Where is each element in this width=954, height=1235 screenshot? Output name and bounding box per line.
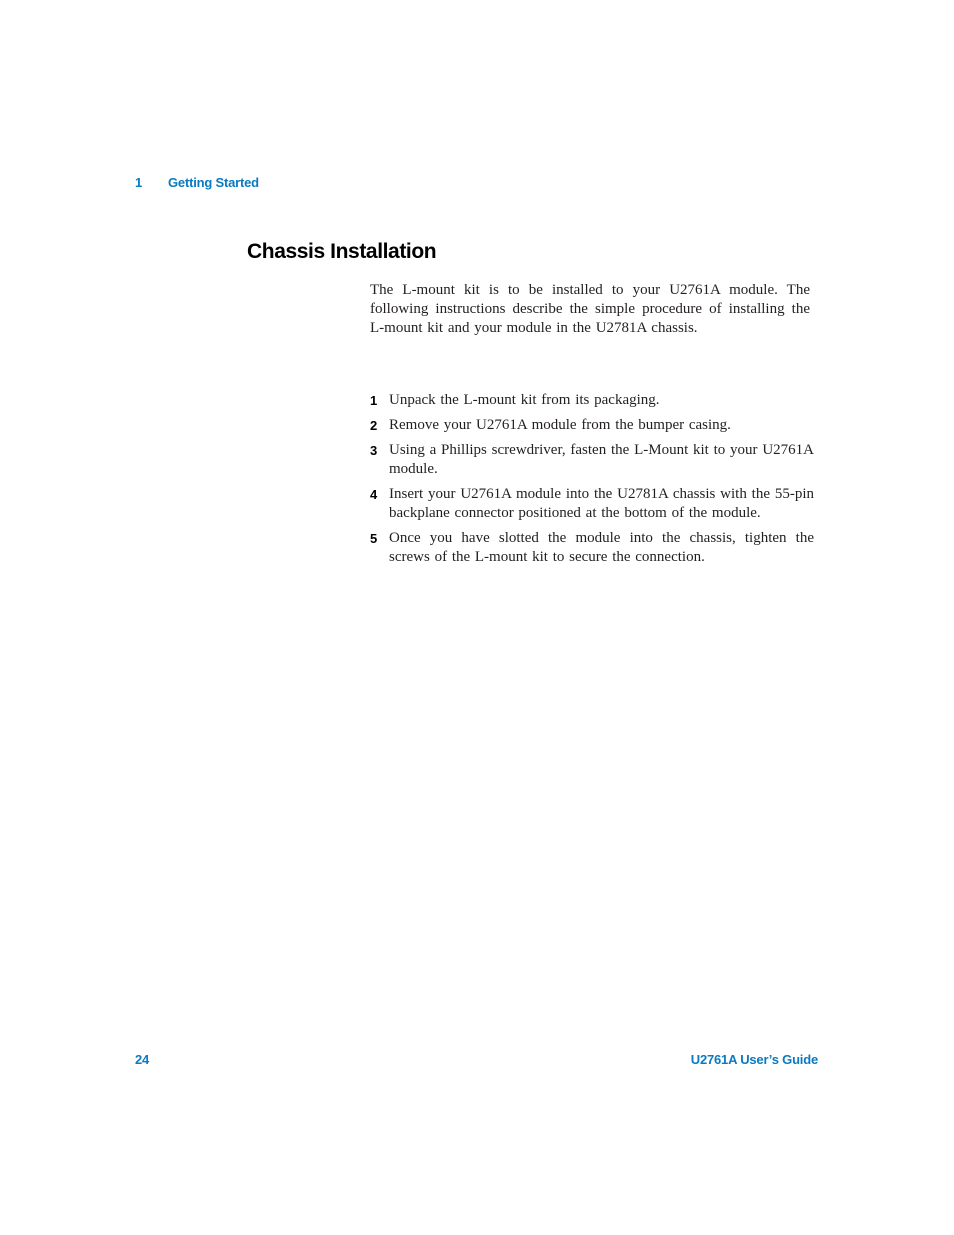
step-item — [370, 416, 814, 435]
step-text: Insert your U2761A module into the U2781A chassis with the 55-pin backplane connector positioned at the bottom of the module. — [389, 486, 814, 521]
step-number: 1 — [370, 393, 378, 408]
step-text: Remove your U2761A module from the bumper casing. — [389, 417, 731, 433]
step-item — [370, 529, 814, 567]
step-number: 3 — [370, 443, 378, 458]
chapter-title: Getting Started — [168, 175, 259, 190]
step-text: Once you have slotted the module into the chassis, tighten the screws of the L-mount kit to secure the connection. — [389, 530, 814, 565]
step-number: 4 — [370, 487, 378, 502]
step-number: 5 — [370, 531, 378, 546]
step-text: Using a Phillips screwdriver, fasten the L-Mount kit to your U2761A module. — [389, 442, 814, 477]
step-item — [370, 391, 814, 410]
step-item — [370, 441, 814, 479]
intro-paragraph: The L-mount kit is to be installed to your U2761A module. The following instructions describe the simple procedure of installing the L-mount kit and your module in the U2781A chassis. — [370, 282, 810, 336]
step-text: Unpack the L-mount kit from its packaging. — [389, 392, 660, 408]
installation-steps — [370, 391, 814, 573]
page-number: 24 — [135, 1052, 150, 1067]
section-title: Chassis Installation — [247, 240, 437, 263]
step-number: 2 — [370, 418, 378, 433]
chapter-number: 1 — [135, 175, 143, 190]
step-item — [370, 485, 814, 523]
guide-title: U2761A User’s Guide — [690, 1052, 818, 1067]
